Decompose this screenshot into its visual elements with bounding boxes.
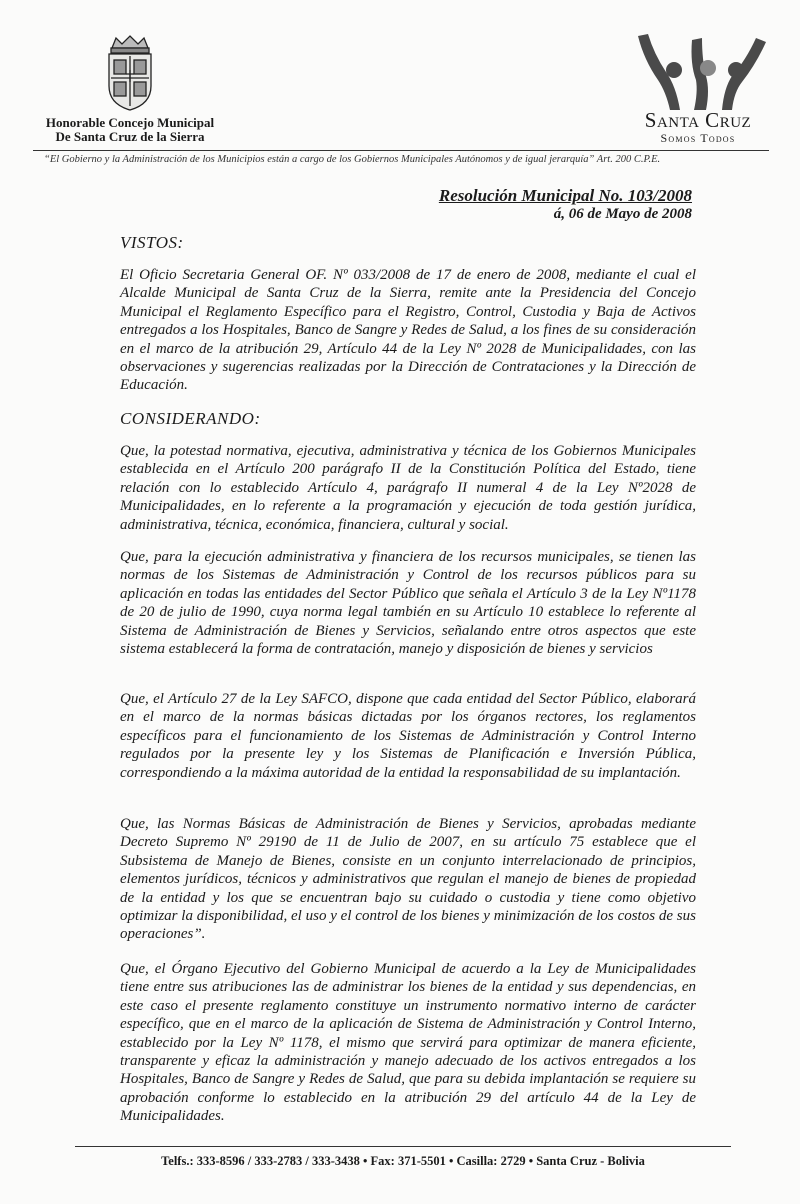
- resolution-date: á, 06 de Mayo de 2008: [553, 206, 692, 222]
- footer-divider: [75, 1146, 731, 1147]
- vistos-paragraph: El Oficio Secretaria General OF. Nº 033/2008 de 17 de enero de 2008, mediante el cual el Alcalde Municipal de Santa Cruz de la Sierra, remite ante la Presidencia del Concejo Municipal el Reglamento Específico para el Registro, Control, Custodia y Baja de Activos entregados a los Hospitales, Banco de Sangre y Redes de Salud, a los fines de su consideración en el marco de la atribución 29, Artículo 44 de la Ley Nº 2028 de Municipalidades, con las observaciones y sugerencias realizadas por la Dirección de Contrataciones y la Dirección de Educación.: [120, 267, 696, 394]
- considerando-paragraph: Que, las Normas Básicas de Administración de Bienes y Servicios, aprobadas mediante Decreto Supremo Nº 29190 de 11 de Julio de 2007, en su artículo 75 establece que el Subsistema de Manejo de Bienes, consiste en un conjunto interrelacionado de principios, elementos jurídicos, técnicos y administrativos que regulan el manejo de bienes de propiedad de la entidad y los que se encuentran bajo su cuidado o custodia y tiene como objetivo optimizar la disponibilidad, el uso y el control de los bienes y minimización de los costos de sus operaciones”.: [120, 816, 696, 943]
- considerando-block-4: [120, 815, 696, 944]
- considerando-paragraph: Que, el Artículo 27 de la Ley SAFCO, dispone que cada entidad del Sector Público, elaborará en el marco de la normas básicas dictadas por los órganos rectores, los reglamentos específicos para el funcionamiento de los Sistemas de Administración y Control Interno regulados por la presente ley y los Sistemas de Planificación e Inversión Pública, correspondiendo a la máxima autoridad de la entidad la responsabilidad de su implantación.: [120, 691, 696, 781]
- considerando-section: [120, 409, 696, 429]
- considerando-paragraph: Que, para la ejecución administrativa y financiera de los recursos municipales, se tienen las normas de los Sistemas de Administración y Control de los recursos públicos para su aplicación en todas las entidades del Sector Público que señala el Artículo 3 de la Ley Nº1178 de 20 de julio de 1990, cuya norma legal también en su Artículo 10 establece lo referente al Sistema de Administración de Bienes y Servicios, señalando entre otros aspectos que este sistema establecerá la forma de contratación, manejo y disposición de bienes y servicios: [120, 549, 696, 658]
- considerando-block-3: [120, 690, 696, 782]
- considerando-block-1: [120, 442, 696, 534]
- considerando-paragraph: Que, el Órgano Ejecutivo del Gobierno Municipal de acuerdo a la Ley de Municipalidades tiene entre sus atribuciones las de administrar los bienes de la entidad y sus dependencias, en este caso el presente reglamento constituye un instrumento normativo interno de carácter específico, que en el marco de la aplicación de Sistema de Administración y Control Interno, establecido por la Ley Nº 1178, el mismo que servirá para optimizar de manera eficiente, transparente y eficaz la administración y manejo adecuado de los activos entregados a los Hospitales, Banco de Sangre y Redes de Salud, que para su debida implantación se requiere su aprobación conforme lo establecido en la atribución 29 del artículo 44 de la Ley de Municipalidades.: [120, 961, 696, 1125]
- municipal-crest-icon: [102, 34, 158, 112]
- vistos-heading: VISTOS:: [120, 233, 184, 252]
- council-name-line1: Honorable Concejo Municipal: [45, 115, 215, 130]
- council-name: [40, 116, 220, 144]
- vistos-block: [120, 266, 696, 395]
- brand-slogan: Somos Todos: [660, 131, 736, 145]
- considerando-heading: CONSIDERANDO:: [120, 409, 261, 428]
- footer-contact: Telfs.: 333-8596 / 333-2783 / 333-3438 • Fax: 371-5501 • Casilla: 2729 • Santa Cruz - Bolivia: [161, 1154, 645, 1168]
- considerando-block-2: [120, 548, 696, 658]
- vistos-section: [120, 233, 696, 253]
- brand-name: Santa Cruz: [644, 108, 752, 132]
- council-name-line2: De Santa Cruz de la Sierra: [55, 129, 205, 144]
- santa-cruz-figures-logo-icon: [636, 30, 770, 114]
- considerando-paragraph: Que, la potestad normativa, ejecutiva, administrativa y técnica de los Gobiernos Municipales establecida en el Artículo 200 parágrafo II de la Constitución Política del Estado, tiene relación con lo establecido Artículo 4, parágrafo II numeral 4 de la Ley Nº2028 de Municipalidades, en lo referente a la programación y ejecución de toda gestión jurídica, administrativa, técnica, económica, financiera, cultural y social.: [120, 443, 696, 533]
- header-divider: [33, 150, 769, 151]
- santa-cruz-brand: [606, 109, 790, 145]
- resolution-title: Resolución Municipal No. 103/2008: [438, 186, 692, 205]
- constitutional-motto: “El Gobierno y la Administración de los Municipios están a cargo de los Gobiernos Municipales Autónomos y de igual jerarquía” Art. 200 C.P.E.: [44, 154, 661, 165]
- considerando-block-5: [120, 960, 696, 1126]
